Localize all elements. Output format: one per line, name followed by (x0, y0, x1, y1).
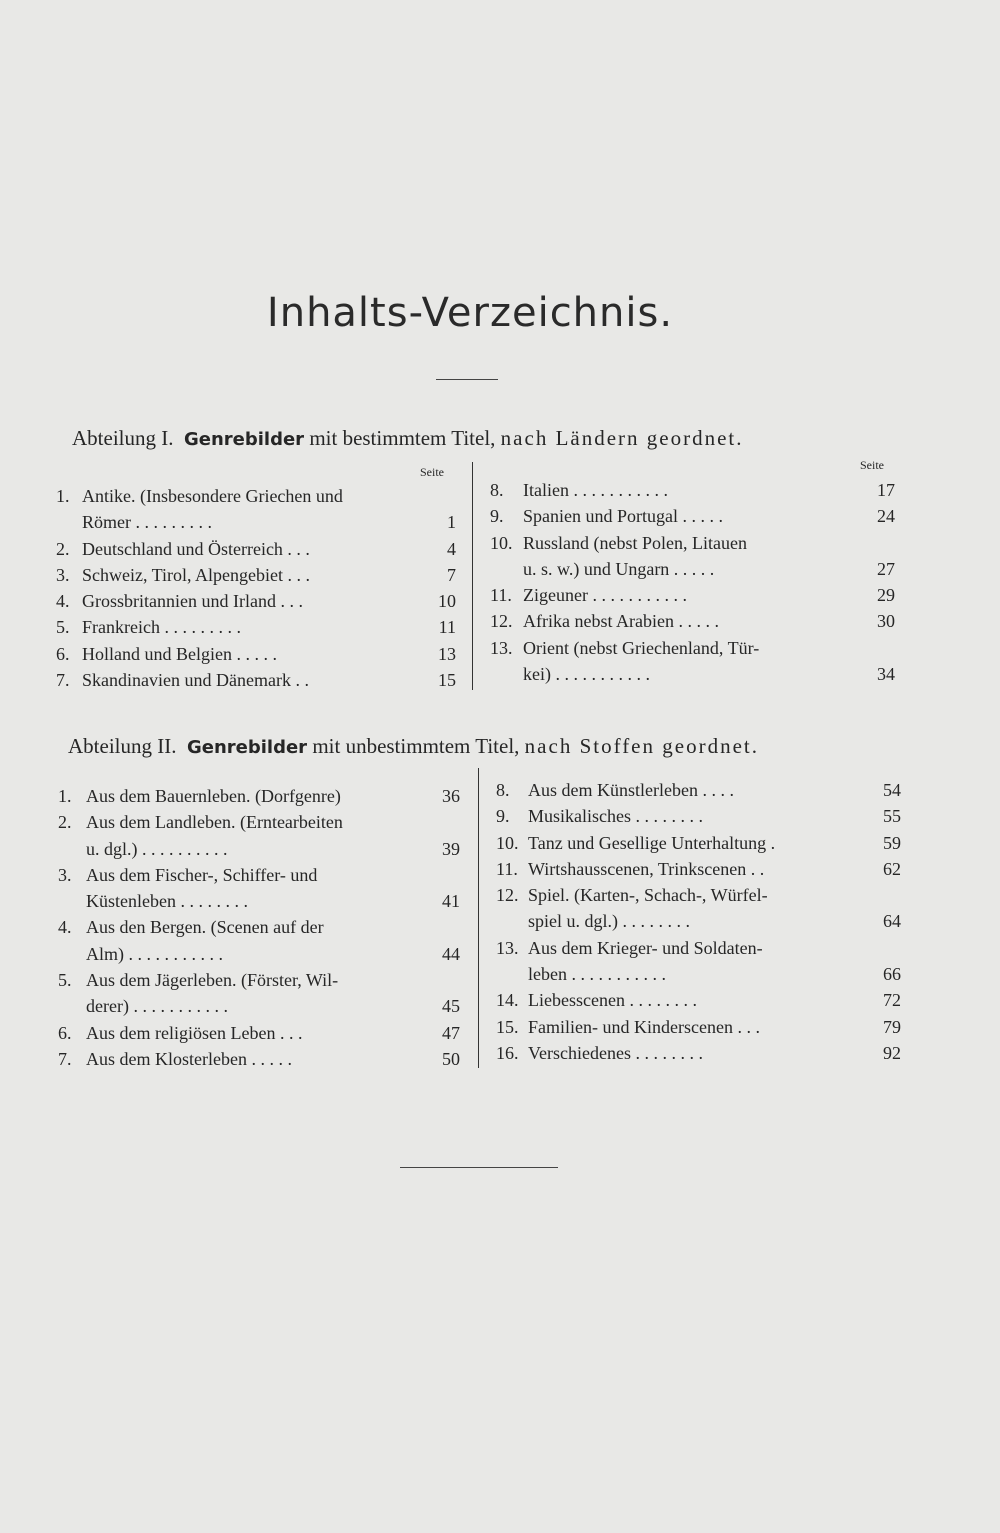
entry-page-number: 47 (442, 1022, 460, 1043)
entry-title: Aus dem Landleben. (Erntearbeiten (86, 812, 343, 833)
entry-number: 7. (58, 1048, 72, 1069)
toc-entry-line (490, 582, 895, 608)
entry-page-number: 1 (447, 512, 456, 533)
toc-entry-line (56, 667, 456, 693)
entry-title: Frankreich . . . . . . . . . (82, 617, 241, 638)
column-divider (472, 462, 473, 690)
entry-number: 10. (496, 832, 519, 853)
entry-title: Holland und Belgien . . . . . (82, 643, 277, 664)
entry-title: Italien . . . . . . . . . . . (523, 480, 668, 500)
entry-title: Küstenleben . . . . . . . . (86, 891, 248, 912)
entry-title: u. dgl.) . . . . . . . . . . (86, 838, 228, 859)
entry-number: 15. (496, 1016, 519, 1037)
toc-entry-line (496, 882, 901, 908)
entry-page-number: 55 (883, 806, 901, 827)
entry-title: Aus den Bergen. (Scenen auf der (86, 917, 324, 938)
toc-entry-line (58, 783, 460, 809)
entry-title: Alm) . . . . . . . . . . . (86, 943, 223, 964)
entry-page-number: 13 (438, 643, 456, 664)
section-bold-word: Genrebilder (186, 737, 308, 758)
toc-entry-line (496, 908, 901, 934)
entry-number: 12. (490, 611, 513, 632)
entry-number: 7. (56, 670, 70, 691)
entry-title: Verschiedenes . . . . . . . . (528, 1042, 703, 1063)
toc-entry-line (496, 987, 901, 1013)
entry-title: Aus dem Künstlerleben . . . . (528, 780, 734, 800)
toc-entry-line (490, 556, 895, 582)
toc-entry-line (56, 483, 456, 509)
closing-rule (400, 1167, 558, 1168)
part1-left-column (56, 483, 456, 693)
entry-page-number: 27 (877, 558, 895, 579)
part2-left-column (58, 783, 460, 1072)
entry-number: 4. (58, 917, 72, 938)
entry-title: Spiel. (Karten-, Schach-, Würfel- (528, 885, 768, 906)
entry-page-number: 17 (877, 480, 895, 500)
entry-title: leben . . . . . . . . . . . (528, 964, 666, 985)
entry-title: Schweiz, Tirol, Alpengebiet . . . (82, 564, 310, 585)
column-divider (478, 768, 479, 1068)
toc-entry-line (56, 536, 456, 562)
entry-page-number: 4 (447, 538, 456, 559)
entry-title: Deutschland und Österreich . . . (82, 538, 310, 559)
toc-entry-line (58, 967, 460, 993)
entry-number: 2. (56, 538, 70, 559)
part1-right-column (490, 477, 895, 687)
section-label: Abteilung I. (72, 426, 174, 450)
toc-entry-line (490, 661, 895, 687)
toc-entry-line (58, 1020, 460, 1046)
toc-entry-line (56, 614, 456, 640)
entry-title: Liebesscenen . . . . . . . . (528, 990, 697, 1011)
entry-page-number: 92 (883, 1042, 901, 1063)
entry-page-number: 64 (883, 911, 901, 932)
entry-page-number: 15 (438, 670, 456, 691)
entry-number: 9. (490, 506, 504, 527)
entry-number: 6. (56, 643, 70, 664)
entry-title: Aus dem Fischer-, Schiffer- und (86, 864, 318, 885)
entry-number: 1. (58, 786, 72, 806)
entry-number: 8. (496, 780, 510, 800)
entry-title: Aus dem Jägerleben. (Förster, Wil- (86, 970, 339, 991)
entry-title: derer) . . . . . . . . . . . (86, 996, 228, 1017)
section-order: nach Ländern geordnet. (500, 426, 744, 450)
toc-entry-line (58, 993, 460, 1019)
toc-entry-line (58, 941, 460, 967)
toc-entry-line (58, 914, 460, 940)
toc-entry-line (490, 530, 895, 556)
part2-right-column (496, 777, 901, 1066)
toc-entry-line (58, 862, 460, 888)
toc-entry-line (490, 477, 895, 503)
entry-page-number: 39 (442, 838, 460, 859)
entry-title: Russland (nebst Polen, Litauen (523, 532, 747, 553)
entry-number: 10. (490, 532, 513, 553)
toc-entry-line (496, 1014, 901, 1040)
entry-title: Aus dem Krieger- und Soldaten- (528, 937, 763, 958)
entry-title: kei) . . . . . . . . . . . (523, 664, 650, 685)
entry-number: 13. (496, 937, 519, 958)
entry-page-number: 30 (877, 611, 895, 632)
entry-number: 4. (56, 591, 70, 612)
toc-entry-line (56, 562, 456, 588)
section-heading-part1 (72, 426, 744, 451)
toc-entry-line (496, 961, 901, 987)
entry-title: Familien- und Kinderscenen . . . (528, 1016, 760, 1037)
entry-page-number: 72 (883, 990, 901, 1011)
toc-entry-line (490, 635, 895, 661)
entry-page-number: 36 (442, 786, 460, 806)
page-title: Inhalts-Verzeichnis. (266, 290, 674, 336)
entry-title: Aus dem religiösen Leben . . . (86, 1022, 303, 1043)
entry-page-number: 41 (442, 891, 460, 912)
entry-page-number: 54 (883, 780, 901, 800)
entry-title: Antike. (Insbesondere Griechen und (82, 486, 343, 506)
section-heading-part2 (68, 734, 759, 759)
entry-page-number: 24 (877, 506, 895, 527)
entry-title: spiel u. dgl.) . . . . . . . . (528, 911, 690, 932)
entry-title: u. s. w.) und Ungarn . . . . . (523, 558, 715, 579)
section-order: nach Stoffen geordnet. (524, 734, 759, 758)
toc-entry-line (56, 641, 456, 667)
section-label: Abteilung II. (68, 734, 177, 758)
entry-number: 11. (496, 858, 518, 879)
entry-page-number: 66 (883, 964, 901, 985)
entry-title: Zigeuner . . . . . . . . . . . (523, 585, 687, 606)
entry-number: 16. (496, 1042, 519, 1063)
entry-number: 11. (490, 585, 512, 606)
toc-entry-line (490, 608, 895, 634)
toc-entry-line (56, 588, 456, 614)
section-subtitle: mit bestimmtem Titel, (309, 426, 496, 450)
entry-number: 2. (58, 812, 72, 833)
toc-entry-line (58, 1046, 460, 1072)
entry-number: 1. (56, 486, 70, 506)
entry-page-number: 10 (438, 591, 456, 612)
toc-entry-line (496, 777, 901, 803)
toc-entry-line (490, 503, 895, 529)
entry-number: 3. (58, 864, 72, 885)
toc-entry-line (496, 1040, 901, 1066)
entry-title: Aus dem Klosterleben . . . . . (86, 1048, 292, 1069)
entry-number: 13. (490, 637, 513, 658)
entry-title: Wirtshausscenen, Trinkscenen . . (528, 858, 765, 879)
toc-entry-line (58, 809, 460, 835)
entry-title: Skandinavien und Dänemark . . (82, 670, 309, 691)
toc-entry-line (496, 856, 901, 882)
entry-page-number: 34 (877, 664, 895, 685)
entry-title: Orient (nebst Griechenland, Tür- (523, 637, 760, 658)
toc-entry-line (496, 935, 901, 961)
title-rule (436, 379, 498, 380)
section-bold-word: Genrebilder (183, 429, 305, 450)
entry-number: 5. (56, 617, 70, 638)
entry-number: 8. (490, 480, 504, 500)
entry-title: Musikalisches . . . . . . . . (528, 806, 703, 827)
entry-number: 12. (496, 885, 519, 906)
entry-number: 6. (58, 1022, 72, 1043)
entry-title: Tanz und Gesellige Unterhaltung . (528, 832, 776, 853)
entry-page-number: 59 (883, 832, 901, 853)
section-subtitle: mit unbestimmtem Titel, (312, 734, 520, 758)
entry-number: 5. (58, 970, 72, 991)
entry-page-number: 7 (447, 564, 456, 585)
entry-page-number: 79 (883, 1016, 901, 1037)
entry-title: Römer . . . . . . . . . (82, 512, 212, 533)
entry-title: Grossbritannien und Irland . . . (82, 591, 303, 612)
entry-title: Aus dem Bauernleben. (Dorfgenre) (86, 786, 341, 806)
entry-page-number: 29 (877, 585, 895, 606)
entry-title: Afrika nebst Arabien . . . . . (523, 611, 719, 632)
entry-title: Spanien und Portugal . . . . . (523, 506, 723, 527)
entry-page-number: 44 (442, 943, 460, 964)
seite-label-right: Seite (860, 458, 884, 472)
toc-entry-line (496, 830, 901, 856)
entry-number: 3. (56, 564, 70, 585)
entry-page-number: 11 (438, 617, 456, 638)
entry-page-number: 62 (883, 858, 901, 879)
entry-number: 14. (496, 990, 519, 1011)
entry-number: 9. (496, 806, 510, 827)
toc-entry-line (58, 888, 460, 914)
toc-entry-line (496, 803, 901, 829)
toc-entry-line (58, 836, 460, 862)
seite-label-left: Seite (420, 465, 444, 479)
entry-page-number: 45 (442, 996, 460, 1017)
toc-entry-line (56, 509, 456, 535)
entry-page-number: 50 (442, 1048, 460, 1069)
